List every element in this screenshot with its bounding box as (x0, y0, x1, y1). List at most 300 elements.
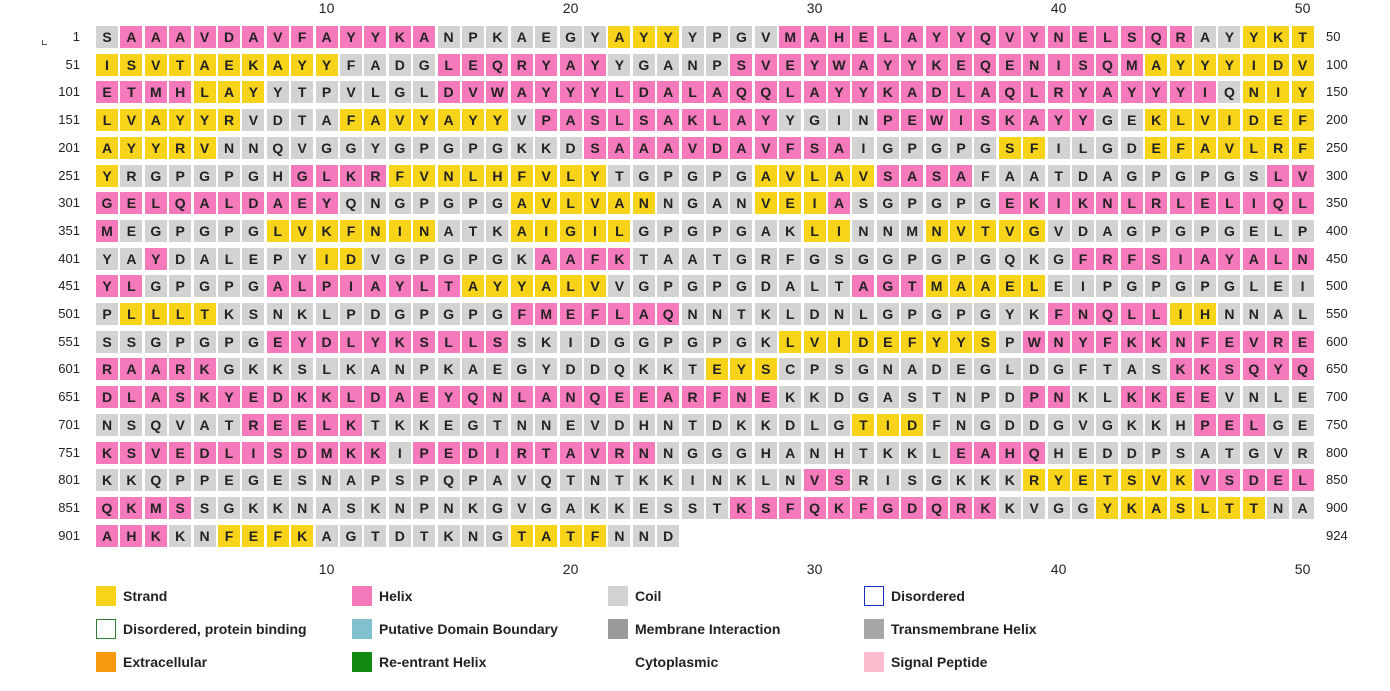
residue-cell: A (1145, 54, 1167, 76)
residue-cell: Q (1267, 192, 1289, 214)
residue-cell: Y (535, 54, 557, 76)
residue-cell: F (1121, 248, 1143, 270)
residue-cell: R (242, 414, 264, 436)
residue-cell: N (267, 303, 289, 325)
residue-cell: D (364, 303, 386, 325)
residue-cell: N (877, 220, 899, 242)
residue-cell: N (584, 469, 606, 491)
residue-cell: A (364, 275, 386, 297)
residue-cell: A (1267, 303, 1289, 325)
residue-cell: G (242, 469, 264, 491)
residue-cell: Y (1096, 497, 1118, 519)
residue-cell: S (389, 469, 411, 491)
residue-cell: G (633, 54, 655, 76)
residue-cell: S (120, 442, 142, 464)
row-start-index: 751 (58, 444, 80, 460)
residue-cell: G (242, 165, 264, 187)
residue-cell: T (438, 275, 460, 297)
residue-cell: V (511, 469, 533, 491)
residue-cell: V (364, 248, 386, 270)
residue-cell: L (877, 26, 899, 48)
residue-cell: G (730, 248, 752, 270)
residue-cell: G (389, 303, 411, 325)
residue-cell: K (1121, 414, 1143, 436)
residue-cell: D (584, 331, 606, 353)
residue-cell: V (584, 192, 606, 214)
residue-cell: A (511, 81, 533, 103)
residue-cell: N (291, 497, 313, 519)
residue-cell: S (96, 331, 118, 353)
residue-cell: A (389, 386, 411, 408)
residue-cell: N (316, 469, 338, 491)
residue-cell: K (755, 331, 777, 353)
residue-cell: A (1023, 165, 1045, 187)
residue-cell: L (267, 220, 289, 242)
residue-cell: S (901, 386, 923, 408)
residue-cell: T (291, 109, 313, 131)
residue-cell: E (535, 26, 557, 48)
residue-cell: R (364, 165, 386, 187)
residue-cell: Q (584, 386, 606, 408)
residue-cell: P (169, 331, 191, 353)
legend-label: Cytoplasmic (635, 654, 719, 670)
residue-cell: A (96, 137, 118, 159)
residue-cell: K (389, 331, 411, 353)
residue-cell: P (413, 469, 435, 491)
row-start-index: 401 (58, 250, 80, 266)
residue-cell: N (706, 469, 728, 491)
residue-cell: P (1145, 165, 1167, 187)
residue-cell: P (462, 469, 484, 491)
residue-cell: S (242, 303, 264, 325)
residue-cell: P (706, 331, 728, 353)
residue-cell: K (999, 469, 1021, 491)
residue-cell: R (1170, 26, 1192, 48)
residue-cell: R (120, 165, 142, 187)
residue-cell: E (1194, 386, 1216, 408)
residue-cell: F (1170, 137, 1192, 159)
scale-label: 30 (806, 561, 823, 577)
residue-cell: A (779, 275, 801, 297)
residue-cell: G (218, 497, 240, 519)
residue-cell: E (120, 220, 142, 242)
residue-cell: T (1243, 497, 1265, 519)
residue-cell: K (316, 220, 338, 242)
residue-cell: D (267, 109, 289, 131)
residue-cell: Y (1121, 81, 1143, 103)
residue-cell: Y (1072, 331, 1094, 353)
residue-cell: G (877, 192, 899, 214)
legend (0, 580, 1390, 680)
residue-cell: A (462, 275, 484, 297)
residue-cell: K (657, 469, 679, 491)
residue-cell: P (413, 303, 435, 325)
legend-label: Coil (635, 588, 662, 604)
legend-label: Membrane Interaction (635, 621, 781, 637)
residue-cell: D (584, 358, 606, 380)
residue-cell: E (218, 469, 240, 491)
residue-cell: I (1267, 81, 1289, 103)
residue-cell: D (706, 414, 728, 436)
residue-cell: E (218, 54, 240, 76)
residue-cell: G (486, 192, 508, 214)
residue-cell: V (1292, 165, 1314, 187)
residue-cell: N (1023, 54, 1045, 76)
residue-cell: E (96, 81, 118, 103)
residue-cell: N (218, 137, 240, 159)
residue-cell: L (218, 248, 240, 270)
residue-cell: L (316, 358, 338, 380)
residue-cell: P (364, 469, 386, 491)
residue-cell: A (1194, 26, 1216, 48)
residue-cell: I (1170, 248, 1192, 270)
residue-cell: P (194, 469, 216, 491)
residue-cell: A (852, 275, 874, 297)
residue-cell: G (877, 275, 899, 297)
residue-cell: P (340, 303, 362, 325)
residue-cell: E (999, 54, 1021, 76)
residue-cell: G (633, 275, 655, 297)
residue-cell: A (1194, 442, 1216, 464)
residue-cell: D (1121, 137, 1143, 159)
residue-cell: K (316, 386, 338, 408)
residue-cell: Y (96, 248, 118, 270)
row-start-index: 301 (58, 195, 80, 211)
residue-cell: L (340, 331, 362, 353)
residue-cell: H (486, 165, 508, 187)
residue-cell: H (999, 442, 1021, 464)
residue-cell: H (267, 165, 289, 187)
residue-cell: V (120, 109, 142, 131)
residue-cell: D (999, 386, 1021, 408)
residue-cell: N (413, 220, 435, 242)
residue-cell: A (901, 165, 923, 187)
residue-cell: A (145, 386, 167, 408)
residue-cell: D (96, 386, 118, 408)
residue-cell: L (1267, 165, 1289, 187)
row-end-index: 300 (1326, 167, 1348, 183)
residue-cell: A (950, 275, 972, 297)
residue-cell: L (438, 331, 460, 353)
residue-cell: A (267, 192, 289, 214)
residue-cell: V (584, 442, 606, 464)
residue-cell: Q (999, 248, 1021, 270)
residue-cell: G (389, 248, 411, 270)
residue-cell: L (96, 109, 118, 131)
residue-cell: S (584, 109, 606, 131)
residue-cell: S (755, 497, 777, 519)
residue-cell: A (1023, 109, 1045, 131)
residue-cell: P (657, 165, 679, 187)
residue-cell: S (1121, 26, 1143, 48)
residue-cell: V (608, 275, 630, 297)
residue-cell: Y (926, 26, 948, 48)
residue-cell: Y (145, 248, 167, 270)
residue-cell: Y (657, 26, 679, 48)
residue-cell: P (1194, 275, 1216, 297)
residue-cell: K (1121, 386, 1143, 408)
residue-cell: G (242, 331, 264, 353)
residue-cell: A (364, 358, 386, 380)
residue-cell: Q (1243, 358, 1265, 380)
residue-cell: D (1023, 358, 1045, 380)
row-end-index: 750 (1326, 416, 1348, 432)
residue-cell: M (145, 497, 167, 519)
residue-cell: Y (438, 386, 460, 408)
residue-cell: I (1194, 81, 1216, 103)
residue-cell: T (633, 248, 655, 270)
residue-cell: F (852, 497, 874, 519)
sequence-row (0, 525, 1390, 547)
residue-cell: T (1096, 469, 1118, 491)
residue-cell: Y (120, 137, 142, 159)
residue-cell: E (901, 109, 923, 131)
residue-cell: L (1267, 386, 1289, 408)
residue-cell: P (877, 109, 899, 131)
residue-cell: H (1194, 303, 1216, 325)
residue-cell: S (340, 497, 362, 519)
residue-cell: L (560, 192, 582, 214)
scale-label: 10 (318, 0, 335, 16)
residue-cell: E (486, 358, 508, 380)
residue-cell: T (1048, 165, 1070, 187)
residue-cell: K (340, 414, 362, 436)
residue-cell: T (1218, 442, 1240, 464)
residue-cell: S (828, 358, 850, 380)
residue-cell: P (950, 137, 972, 159)
residue-cell: Y (804, 54, 826, 76)
residue-cell: N (96, 414, 118, 436)
row-start-index: 451 (58, 278, 80, 294)
residue-cell: S (120, 414, 142, 436)
residue-cell: D (755, 275, 777, 297)
residue-cell: D (1096, 442, 1118, 464)
residue-cell: G (974, 248, 996, 270)
residue-cell: G (389, 137, 411, 159)
residue-cell: P (1145, 275, 1167, 297)
residue-cell: F (926, 414, 948, 436)
residue-cell: E (169, 442, 191, 464)
residue-cell: S (1243, 165, 1265, 187)
residue-cell: N (560, 386, 582, 408)
residue-cell: Y (779, 109, 801, 131)
legend-label: Signal Peptide (891, 654, 988, 670)
residue-cell: N (730, 386, 752, 408)
residue-cell: I (1218, 109, 1240, 131)
residue-cell: G (1048, 497, 1070, 519)
residue-cell: T (169, 54, 191, 76)
residue-cell: R (852, 469, 874, 491)
residue-cell: I (877, 414, 899, 436)
residue-cell: N (1243, 303, 1265, 325)
residue-cell: S (901, 469, 923, 491)
residue-cell: A (169, 26, 191, 48)
residue-cell: R (96, 358, 118, 380)
residue-cell: E (950, 358, 972, 380)
residue-cell: E (1267, 275, 1289, 297)
residue-cell: G (730, 275, 752, 297)
residue-cell: E (291, 414, 313, 436)
residue-cell: R (218, 109, 240, 131)
residue-cell: Q (974, 26, 996, 48)
residue-cell: D (267, 386, 289, 408)
residue-cell: N (926, 220, 948, 242)
residue-cell: L (682, 81, 704, 103)
residue-cell: P (706, 165, 728, 187)
residue-cell: V (755, 137, 777, 159)
residue-cell: H (169, 81, 191, 103)
residue-cell: T (462, 220, 484, 242)
residue-cell: N (364, 220, 386, 242)
residue-cell: P (1145, 442, 1167, 464)
residue-cell: G (682, 331, 704, 353)
sequence-row (0, 26, 1390, 48)
residue-cell: K (1170, 358, 1192, 380)
row-start-index: 51 (65, 56, 80, 72)
residue-cell: A (413, 26, 435, 48)
residue-cell: R (511, 54, 533, 76)
sequence-row (0, 358, 1390, 380)
residue-cell: V (511, 109, 533, 131)
residue-cell: N (1292, 248, 1314, 270)
residue-cell: P (413, 192, 435, 214)
sequence-row (0, 137, 1390, 159)
residue-cell: N (1243, 386, 1265, 408)
row-start-index: 701 (58, 416, 80, 432)
residue-cell: D (242, 192, 264, 214)
scale-label: 30 (806, 0, 823, 16)
residue-cell: N (779, 469, 801, 491)
residue-cell: V (291, 137, 313, 159)
residue-cell: G (242, 275, 264, 297)
residue-cell: D (438, 81, 460, 103)
scale-label: 20 (562, 561, 579, 577)
residue-cell: L (120, 275, 142, 297)
residue-cell: L (755, 469, 777, 491)
residue-cell: P (462, 303, 484, 325)
residue-cell: Y (730, 358, 752, 380)
residue-cell: Q (1023, 442, 1045, 464)
legend-label: Strand (123, 588, 168, 604)
residue-cell: E (779, 192, 801, 214)
residue-cell: F (901, 331, 923, 353)
residue-cell: L (608, 303, 630, 325)
sequence-row (0, 165, 1390, 187)
residue-cell: I (1170, 303, 1192, 325)
residue-cell: W (1023, 331, 1045, 353)
residue-cell: Y (584, 26, 606, 48)
residue-cell: R (1267, 331, 1289, 353)
row-end-index: 450 (1326, 250, 1348, 266)
residue-cell: P (657, 275, 679, 297)
residue-cell: K (438, 358, 460, 380)
legend-swatch (608, 652, 628, 672)
residue-cell: A (804, 81, 826, 103)
residue-cell: N (438, 165, 460, 187)
residue-cell: K (828, 497, 850, 519)
residue-cell: G (486, 497, 508, 519)
residue-cell: P (169, 469, 191, 491)
residue-cell: A (706, 192, 728, 214)
residue-cell: V (511, 497, 533, 519)
residue-cell: Y (486, 275, 508, 297)
residue-cell: P (413, 137, 435, 159)
residue-cell: Y (535, 358, 557, 380)
residue-cell: K (730, 414, 752, 436)
residue-cell: E (1218, 414, 1240, 436)
residue-cell: K (1145, 109, 1167, 131)
residue-cell: G (486, 525, 508, 547)
residue-cell: G (1170, 275, 1192, 297)
residue-cell: T (194, 303, 216, 325)
row-end-index: 800 (1326, 444, 1348, 460)
position-scale-top (0, 0, 1390, 16)
residue-cell: N (1048, 386, 1070, 408)
residue-cell: G (730, 220, 752, 242)
residue-cell: S (633, 109, 655, 131)
residue-cell: D (804, 303, 826, 325)
residue-cell: P (804, 358, 826, 380)
residue-cell: K (1145, 331, 1167, 353)
residue-cell: Y (1267, 358, 1289, 380)
residue-cell: K (535, 331, 557, 353)
residue-cell: V (1218, 137, 1240, 159)
residue-cell: S (169, 386, 191, 408)
residue-cell: G (145, 165, 167, 187)
residue-cell: V (291, 220, 313, 242)
residue-cell: E (1267, 469, 1289, 491)
residue-cell: T (364, 414, 386, 436)
legend-label: Putative Domain Boundary (379, 621, 558, 637)
residue-cell: L (804, 275, 826, 297)
residue-cell: E (1072, 442, 1094, 464)
residue-cell: I (1292, 275, 1314, 297)
residue-cell: Q (926, 497, 948, 519)
residue-cell: F (779, 497, 801, 519)
residue-cell: K (1145, 386, 1167, 408)
residue-cell: R (755, 248, 777, 270)
residue-cell: F (1096, 331, 1118, 353)
residue-cell: Y (633, 26, 655, 48)
residue-cell: A (633, 137, 655, 159)
scale-label: 10 (318, 561, 335, 577)
row-end-index: 700 (1326, 389, 1348, 405)
residue-cell: K (584, 497, 606, 519)
residue-cell: R (1023, 469, 1045, 491)
residue-cell: K (169, 525, 191, 547)
residue-cell: V (267, 26, 289, 48)
residue-cell: L (1292, 469, 1314, 491)
residue-cell: F (779, 137, 801, 159)
residue-cell: G (682, 275, 704, 297)
residue-cell: Q (657, 303, 679, 325)
residue-cell: Y (1194, 54, 1216, 76)
residue-cell: A (194, 192, 216, 214)
residue-cell: K (1194, 358, 1216, 380)
residue-cell: E (1072, 26, 1094, 48)
residue-cell: A (657, 81, 679, 103)
residue-cell: S (926, 165, 948, 187)
residue-cell: I (1072, 275, 1094, 297)
residue-cell: R (511, 442, 533, 464)
residue-cell: L (779, 81, 801, 103)
residue-cell: T (901, 275, 923, 297)
residue-cell: L (145, 303, 167, 325)
residue-cell: N (1267, 497, 1289, 519)
residue-cell: G (194, 275, 216, 297)
residue-cell: K (364, 442, 386, 464)
residue-cell: Y (1218, 54, 1240, 76)
